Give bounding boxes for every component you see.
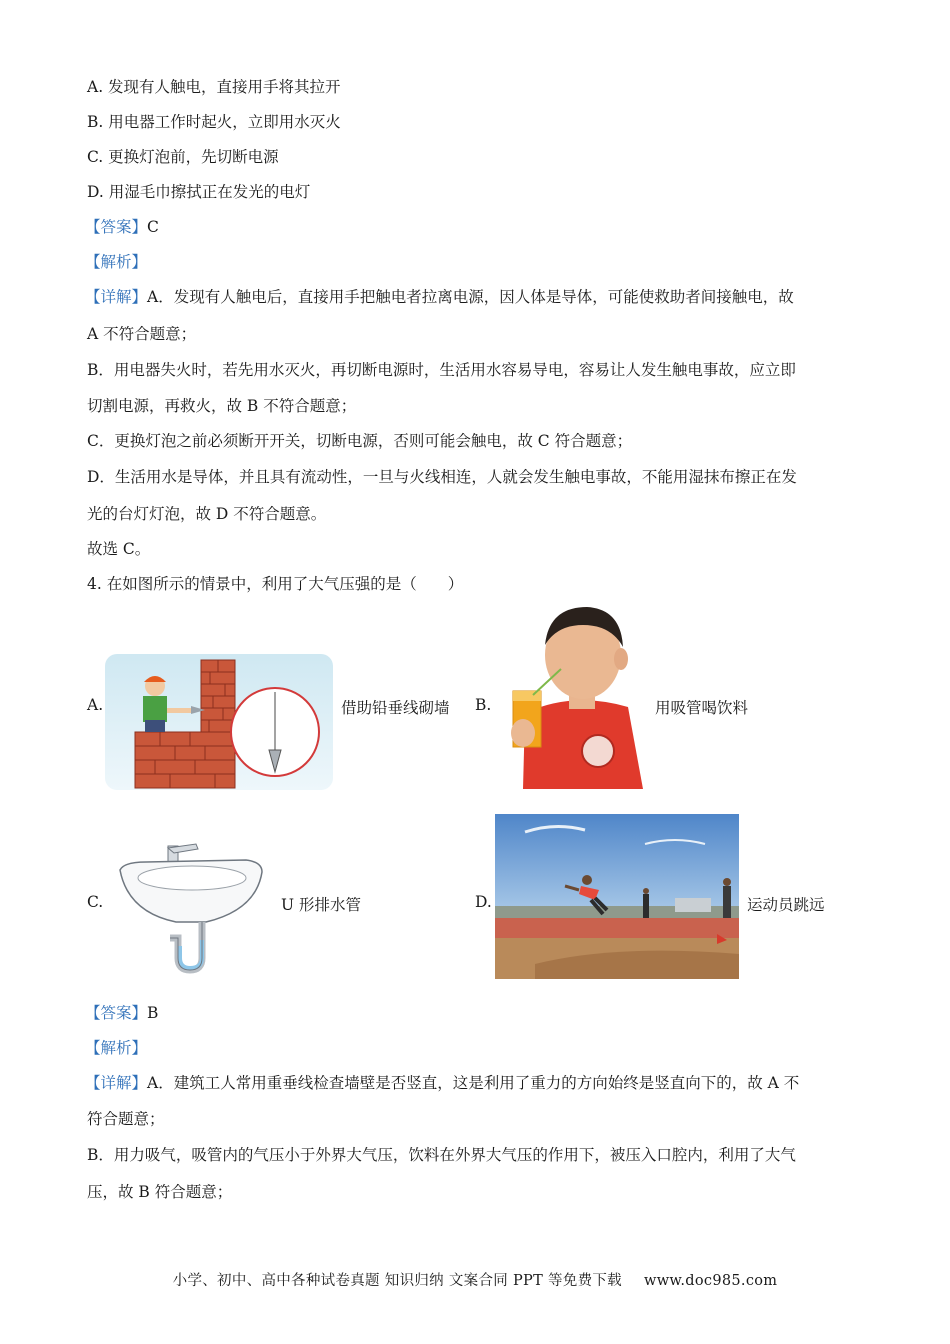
detail-text: A．建筑工人常用重垂线检查墙壁是否竖直，这是利用了重力的方向始终是竖直向下的，故 A 不: [147, 1074, 800, 1092]
sink-u-trap-illustration: [116, 840, 266, 976]
q4-detail-line: 压，故 B 符合题意；: [87, 1183, 233, 1201]
q3-detail-line: 切割电源，再救火，故 B 不符合题意；: [87, 397, 357, 415]
answer-tag: 【答案】: [85, 218, 148, 236]
q4-option-c-letter: C.: [87, 893, 104, 911]
analysis-tag: 【解析】: [85, 1039, 148, 1057]
q4-detail-line: [85, 1073, 799, 1093]
q3-answer: [85, 217, 159, 237]
q3-analysis: [85, 252, 147, 272]
q3-detail-line: B．用电器失火时，若先用水灭火，再切断电源时，生活用水容易导电，容易让人发生触电事故，应立即: [87, 361, 796, 379]
q4-answer: [85, 1003, 158, 1023]
q4-detail-line: B．用力吸气，吸管内的气压小于外界大气压，饮料在外界大气压的作用下，被压入口腔内，利用了大气: [87, 1146, 796, 1164]
footer-text: 小学、初中、高中各种试卷真题 知识归纳 文案合同 PPT 等免费下载: [172, 1273, 622, 1289]
q4-stem: 4. 在如图所示的情景中，利用了大气压强的是（ ）: [87, 575, 464, 593]
detail-text: A．发现有人触电后，直接用手把触电者拉离电源，因人体是导体，可能使救助者间接触电，故: [147, 288, 794, 306]
child-drinking-through-straw-photo: [503, 603, 646, 789]
answer-value: C: [147, 218, 159, 236]
answer-value: B: [147, 1004, 159, 1022]
analysis-tag: 【解析】: [85, 253, 148, 271]
detail-tag: 【详解】: [85, 288, 148, 306]
q4-option-b-caption: 用吸管喝饮料: [655, 699, 749, 717]
q4-detail-line: 符合题意；: [87, 1110, 165, 1128]
q3-option-c: C. 更换灯泡前，先切断电源: [87, 148, 279, 166]
q3-detail-line: [85, 287, 794, 307]
plumb-line-wall-illustration: [105, 654, 333, 790]
q3-option-d: D. 用湿毛巾擦拭正在发光的电灯: [87, 183, 311, 201]
q4-option-d-caption: 运动员跳远: [747, 896, 825, 914]
q3-option-b: B. 用电器工作时起火，立即用水灭火: [87, 113, 341, 131]
q3-detail-line: D．生活用水是导体，并且具有流动性，一旦与火线相连，人就会发生触电事故，不能用湿抹布擦正在发: [87, 468, 797, 486]
q4-analysis: [85, 1038, 147, 1058]
answer-tag: 【答案】: [85, 1004, 148, 1022]
q4-option-a-caption: 借助铅垂线砌墙: [341, 699, 450, 717]
q3-detail-line: 光的台灯灯泡，故 D 不符合题意。: [87, 505, 327, 523]
q4-option-a-letter: A.: [87, 696, 104, 714]
q3-option-a: A. 发现有人触电，直接用手将其拉开: [87, 78, 341, 96]
q3-detail-line: 故选 C。: [87, 540, 151, 558]
q4-option-d-letter: D.: [475, 893, 492, 911]
long-jump-athlete-photo: [495, 814, 739, 979]
q3-detail-line: A 不符合题意；: [87, 325, 197, 343]
detail-tag: 【详解】: [85, 1074, 148, 1092]
q4-option-b-letter: B.: [475, 696, 492, 714]
q4-option-c-caption: U 形排水管: [281, 896, 361, 914]
q3-detail-line: C．更换灯泡之前必须断开开关，切断电源，否则可能会触电，故 C 符合题意；: [87, 432, 633, 450]
footer-url[interactable]: www.doc985.com: [643, 1273, 778, 1289]
page-footer: [0, 1269, 950, 1290]
